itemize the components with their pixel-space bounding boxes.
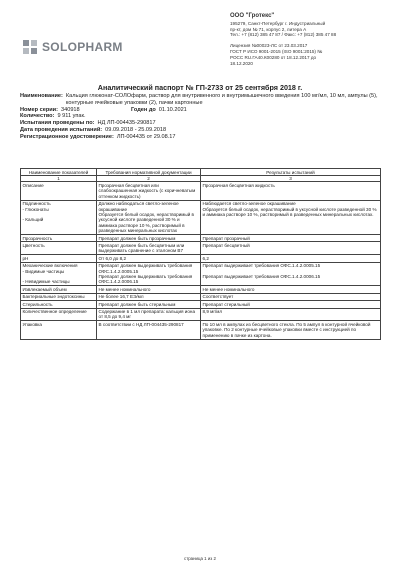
- table-row: [21, 255, 381, 262]
- table-cell: Описание: [21, 182, 97, 200]
- table-cell: Препарат должен быть прозрачным: [97, 235, 201, 242]
- table-cell: Упаковка: [21, 321, 97, 339]
- method-label: Испытания проведены по:: [20, 120, 95, 127]
- solopharm-logo-icon: [22, 39, 38, 55]
- column-number: 1: [21, 176, 97, 182]
- table-row: [21, 293, 381, 300]
- table-cell: В соответствии с НД ЛП-004435-290817: [97, 321, 201, 339]
- table-cell: Прозрачная бесцветная жидкость: [201, 182, 381, 200]
- table-cell: Соответствует: [201, 293, 381, 300]
- company-logo: [22, 38, 142, 56]
- address-line: Тел.: +7 (812) 385 47 87 / Факс: +7 (812) 385 47 88: [230, 32, 337, 38]
- document-info: [20, 93, 380, 141]
- table-cell: Извлекаемый объем: [21, 286, 97, 293]
- table-cell: Препарат должен быть бесцветным или выдерживать сравнение с эталоном В7: [97, 242, 201, 255]
- table-cell: Не более 16,7 ЕЭ/мл: [97, 293, 201, 300]
- name-label: Наименование:: [20, 93, 63, 99]
- table-cell: Бактериальные эндотоксины: [21, 293, 97, 300]
- table-cell: Прозрачность: [21, 235, 97, 242]
- table-row: [21, 286, 381, 293]
- qty-label: Количество:: [20, 113, 55, 120]
- logo-text: SOLOPHARM: [42, 40, 123, 54]
- table-row: [21, 301, 381, 308]
- table-cell: Цветность: [21, 242, 97, 255]
- company-name: ООО "Гротекс": [230, 13, 275, 19]
- table-cell: Не менее номинального: [97, 286, 201, 293]
- document-title: Аналитический паспорт № ГП-2733 от 25 сентября 2018 г.: [97, 83, 303, 92]
- table-cell: Наблюдается светло-зеленое окрашивание Образуется белый осадок, нерастворимый в уксусной кислоте разведенной 30 % и аммиака растворе 10 %, растворимый в разведенных минеральных кислотах.: [201, 200, 381, 234]
- table-cell: От 6,0 до 8,2: [97, 255, 201, 262]
- table-row: [21, 321, 381, 339]
- table-row: [21, 242, 381, 255]
- license-line: РОСС RU.ГА40.К00280 от 18.12.2017 до: [230, 54, 317, 60]
- expiry-label: Годен до: [130, 106, 156, 113]
- table-cell: Препарат прозрачный: [201, 235, 381, 242]
- company-info: [230, 14, 390, 66]
- column-number: 3: [201, 176, 381, 182]
- series-label: Номер серии:: [20, 106, 58, 113]
- table-row: [21, 200, 381, 234]
- expiry-value: 01.10.2021: [158, 106, 187, 113]
- reg-value: ЛП-004435 от 29.08.17: [116, 133, 176, 140]
- table-cell: Препарат стерильный: [201, 301, 381, 308]
- table-cell: Препарат выдерживает требования ОФС.1.4.2.0005.15 Препарат выдерживает требования ОФС.1.4.2.0006.15: [201, 262, 381, 286]
- table-cell: 6,2: [201, 255, 381, 262]
- column-header: Требования нормативной документации: [97, 169, 201, 176]
- table-cell: 8,9 мг/мл: [201, 308, 381, 321]
- table-row: [21, 235, 381, 242]
- table-cell: Подлинность - Глюконаты - Кальций: [21, 200, 97, 234]
- table-cell: Содержание в 1 мл препарата: кальция иона от 8,5 до 9,4 мг: [97, 308, 201, 321]
- qty-value: 9 911 упак.: [57, 113, 86, 120]
- dates-value: 09.09.2018 - 25.09.2018: [105, 126, 167, 133]
- table-row: [21, 308, 381, 321]
- series-value: 340918: [60, 106, 80, 113]
- method-value: НД ЛП-004435-290817: [97, 120, 156, 127]
- address-line: 195279, Санкт-Петербург г. Индустриальный: [230, 20, 326, 26]
- table-row: [21, 262, 381, 286]
- license-line: ГОСТ Р ИСО 9001-2015 (ISO 9001:2015) №: [230, 48, 323, 54]
- table-cell: pH: [21, 255, 97, 262]
- table-cell: Препарат бесцветный: [201, 242, 381, 255]
- dates-label: Дата проведения испытаний:: [20, 126, 103, 133]
- table-cell: Прозрачная бесцветная или слабоокрашенная жидкость (с коричневатым оттенком жидкость): [97, 182, 201, 200]
- results-table: [20, 168, 381, 340]
- column-header: Результаты испытаний: [201, 169, 381, 176]
- license-line: 18.12.2020: [230, 60, 253, 66]
- table-cell: Количественное определение: [21, 308, 97, 321]
- table-cell: Должно наблюдаться светло-зеленое окрашивание Образуется белый осадок, нерастворимый в уксусной кислоте разведенной 30 % и аммиака растворе 10 %, растворимый в разведенных минеральных кислотах: [97, 200, 201, 234]
- table-cell: Механические включения - Видимые частицы - Невидимые частицы: [21, 262, 97, 286]
- column-number: 2: [97, 176, 201, 182]
- column-header: Наименование показателей: [21, 169, 97, 176]
- address-line: пр-кт, дом № 71, корпус 2, литера А: [230, 26, 307, 32]
- table-cell: Не менее номинального: [201, 286, 381, 293]
- table-cell: Препарат должен быть стерильным: [97, 301, 201, 308]
- name-value: Кальция глюконат-СОЛОфарм, раствор для внутривенного и внутримышечного введения 100 мг/мл, 10 мл, ампулы (5), контурные ячейковые упаковки (2), пачки картонные: [65, 93, 378, 106]
- table-cell: По 10 мл в ампулах из бесцветного стекла. По 5 ампул в контурной ячейковой упаковке. По 2 контурные ячейковые упаковки вместе с инструкцией по применению в пачке из картона.: [201, 321, 381, 339]
- table-header-row: [21, 169, 381, 176]
- page-number: страница 1 из 2: [184, 556, 216, 561]
- table-cell: Стерильность: [21, 301, 97, 308]
- reg-label: Регистрационное удостоверение:: [20, 133, 114, 140]
- table-row: [21, 182, 381, 200]
- license-line: Лицензия №00023-ЛС от 23.03.2017: [230, 43, 308, 49]
- table-cell: Препарат должен выдерживать требования ОФС.1.4.2.0005.15 Препарат должен выдерживать требования ОФС.1.4.2.0006.15: [97, 262, 201, 286]
